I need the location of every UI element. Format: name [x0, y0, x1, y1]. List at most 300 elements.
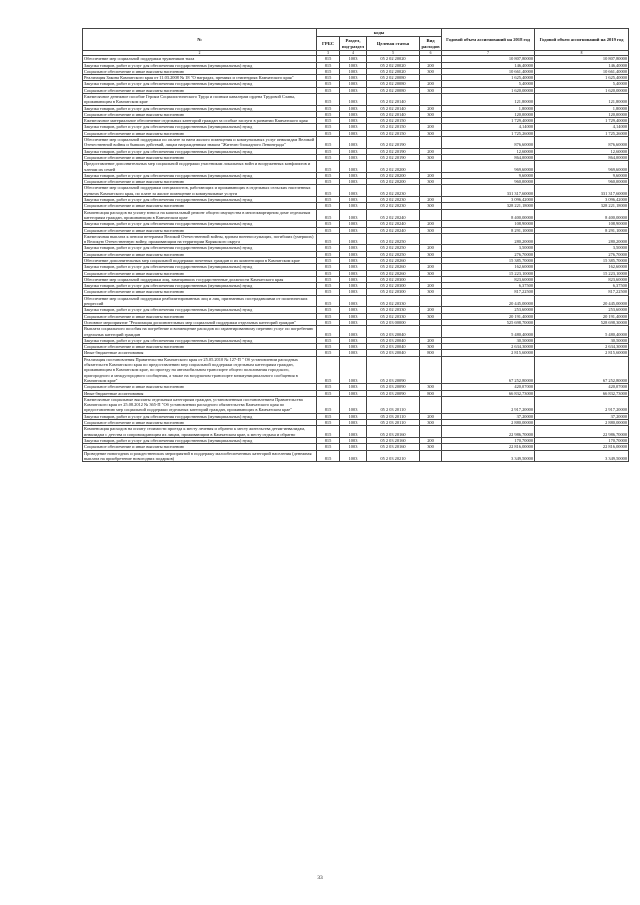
- grbs-cell: 815: [317, 270, 340, 276]
- amount-2019-cell: 280,20000: [535, 233, 629, 245]
- expense-type-cell: 200: [420, 105, 442, 111]
- expense-type-cell: [420, 326, 442, 338]
- amount-2018-cell: 969,60000: [442, 161, 535, 173]
- row-name-cell: Проведение новогодних и рождественских мероприятий в поддержку малообеспеченных категорий населения (денежная выплата на приобретение новогодних подарков): [83, 450, 317, 462]
- table-row: [83, 233, 629, 245]
- razdel-cell: 1003: [340, 276, 367, 282]
- row-name-cell: Закупка товаров, работ и услуг для обеспечения государственных (муниципальных) нужд: [83, 197, 317, 203]
- target-article-cell: 05 2 02 20230: [367, 203, 420, 209]
- header-target-article: Целевая статья: [367, 37, 420, 51]
- row-name-cell: Закупка товаров, работ и услуг для обеспечения государственных (муниципальных) нужд: [83, 413, 317, 419]
- table-row: [83, 450, 629, 462]
- razdel-cell: 1003: [340, 326, 367, 338]
- expense-type-cell: 300: [420, 68, 442, 74]
- amount-2019-cell: 876,60000: [535, 137, 629, 149]
- razdel-cell: 1003: [340, 209, 367, 221]
- amount-2019-cell: 1 620,00000: [535, 87, 629, 93]
- column-number: 4: [340, 51, 367, 56]
- budget-table-page: [82, 28, 628, 462]
- razdel-cell: 1003: [340, 68, 367, 74]
- table-row: [83, 137, 629, 149]
- grbs-cell: 815: [317, 81, 340, 87]
- table-row: [83, 295, 629, 307]
- table-row: [83, 185, 629, 197]
- target-article-cell: 05 2 02 20020: [367, 62, 420, 68]
- target-article-cell: 05 2 02 20260: [367, 264, 420, 270]
- expense-type-cell: 300: [420, 444, 442, 450]
- target-article-cell: 05 2 02 20140: [367, 105, 420, 111]
- target-article-cell: 05 2 02 20200: [367, 172, 420, 178]
- amount-2019-cell: 3,50000: [535, 245, 629, 251]
- row-name-cell: Закупка товаров, работ и услуг для обеспечения государственных (муниципальных) нужд: [83, 81, 317, 87]
- grbs-cell: 815: [317, 209, 340, 221]
- amount-2018-cell: 817,22500: [442, 289, 535, 295]
- amount-2018-cell: 331 317,60000: [442, 185, 535, 197]
- razdel-cell: 1003: [340, 203, 367, 209]
- amount-2019-cell: 960,00000: [535, 179, 629, 185]
- amount-2019-cell: 15 223,10000: [535, 270, 629, 276]
- amount-2018-cell: 67 252,80000: [442, 356, 535, 383]
- grbs-cell: 815: [317, 172, 340, 178]
- expense-type-cell: [420, 426, 442, 438]
- target-article-cell: 05 2 02 20200: [367, 161, 420, 173]
- amount-2019-cell: 276,70000: [535, 251, 629, 257]
- expense-type-cell: 300: [420, 313, 442, 319]
- razdel-cell: 1003: [340, 111, 367, 117]
- amount-2018-cell: 121,80000: [442, 93, 535, 105]
- amount-2018-cell: 2 634,30000: [442, 344, 535, 350]
- amount-2018-cell: 22 816,00000: [442, 444, 535, 450]
- razdel-cell: 1003: [340, 295, 367, 307]
- row-name-cell: Социальное обеспечение и иные выплаты населению: [83, 227, 317, 233]
- razdel-cell: 1003: [340, 283, 367, 289]
- razdel-cell: 1003: [340, 137, 367, 149]
- amount-2018-cell: 37,20000: [442, 413, 535, 419]
- grbs-cell: 815: [317, 197, 340, 203]
- razdel-cell: 1003: [340, 420, 367, 426]
- row-name-cell: Компенсация расходов на уплату взноса на капитальный ремонт общего имущества в многоквартирном доме отдельным категориям граждан, проживающим в Камчатском крае: [83, 209, 317, 221]
- expense-type-cell: 800: [420, 390, 442, 396]
- row-name-cell: Выплата социального пособия на погребение и возмещение расходов по гарантированному перечню услуг по погребению отдельных категорий граждан: [83, 326, 317, 338]
- column-number: 8: [535, 51, 629, 56]
- column-number: 5: [367, 51, 420, 56]
- expense-type-cell: 200: [420, 172, 442, 178]
- target-article-cell: 05 2 02 20200: [367, 179, 420, 185]
- target-article-cell: 05 2 03 20160: [367, 444, 420, 450]
- amount-2018-cell: 12,60000: [442, 148, 535, 154]
- expense-type-cell: [420, 396, 442, 413]
- expense-type-cell: [420, 93, 442, 105]
- expense-type-cell: 200: [420, 264, 442, 270]
- target-article-cell: 05 2 02 20020: [367, 56, 420, 62]
- amount-2018-cell: 146,40000: [442, 62, 535, 68]
- amount-2018-cell: 9,60000: [442, 172, 535, 178]
- amount-2019-cell: 3 349,50000: [535, 450, 629, 462]
- grbs-cell: 815: [317, 384, 340, 390]
- amount-2018-cell: 20 191,40000: [442, 313, 535, 319]
- amount-2019-cell: 170,70000: [535, 437, 629, 443]
- target-article-cell: 05 2 02 20250: [367, 251, 420, 257]
- header-codes: коды: [317, 29, 442, 37]
- amount-2018-cell: 2 815,60000: [442, 350, 535, 356]
- column-number: 7: [442, 51, 535, 56]
- amount-2018-cell: 3 349,50000: [442, 450, 535, 462]
- amount-2018-cell: 823,60000: [442, 276, 535, 282]
- target-article-cell: 05 2 02 20140: [367, 111, 420, 117]
- amount-2019-cell: 22 986,70000: [535, 426, 629, 438]
- row-name-cell: Закупка товаров, работ и услуг для обеспечения государственных (муниципальных) нужд: [83, 437, 317, 443]
- grbs-cell: 815: [317, 307, 340, 313]
- row-name-cell: Обеспечение мер социальной поддержки по оплате за наем жилого помещения и коммунальных услуг инвалидам Великой Отечественной войны и бывших действий, лицам награжденным знаком "Жителю блокадного Ленинграда": [83, 137, 317, 149]
- target-article-cell: 05 2 02 20150: [367, 124, 420, 130]
- amount-2019-cell: 9,60000: [535, 172, 629, 178]
- target-article-cell: 05 2 02 20230: [367, 197, 420, 203]
- razdel-cell: 1003: [340, 124, 367, 130]
- amount-2019-cell: 528 698,30000: [535, 319, 629, 325]
- amount-2018-cell: 876,60000: [442, 137, 535, 149]
- razdel-cell: 1003: [340, 450, 367, 462]
- razdel-cell: 1003: [340, 87, 367, 93]
- target-article-cell: 05 2 03 20040: [367, 337, 420, 343]
- amount-2018-cell: 864,00000: [442, 154, 535, 160]
- expense-type-cell: 200: [420, 307, 442, 313]
- amount-2018-cell: 108,90000: [442, 221, 535, 227]
- expense-type-cell: 200: [420, 148, 442, 154]
- amount-2018-cell: 170,70000: [442, 437, 535, 443]
- amount-2019-cell: 823,60000: [535, 276, 629, 282]
- expense-type-cell: 300: [420, 87, 442, 93]
- expense-type-cell: 300: [420, 344, 442, 350]
- grbs-cell: 815: [317, 437, 340, 443]
- row-name-cell: Закупка товаров, работ и услуг для обеспечения государственных (муниципальных) нужд: [83, 148, 317, 154]
- amount-2019-cell: 37,20000: [535, 413, 629, 419]
- grbs-cell: 815: [317, 450, 340, 462]
- row-name-cell: Закупка товаров, работ и услуг для обеспечения государственных (муниципальных) нужд: [83, 221, 317, 227]
- target-article-cell: 05 2 03 20090: [367, 390, 420, 396]
- razdel-cell: 1003: [340, 118, 367, 124]
- amount-2019-cell: 15 385,70000: [535, 258, 629, 264]
- grbs-cell: 815: [317, 130, 340, 136]
- header-2019: Годовой объем ассигнований на 2019 год: [535, 29, 629, 51]
- grbs-cell: 815: [317, 227, 340, 233]
- row-name-cell: Социальное обеспечение и иные выплаты населению: [83, 270, 317, 276]
- target-article-cell: 05 2 02 20150: [367, 118, 420, 124]
- expense-type-cell: 200: [420, 283, 442, 289]
- razdel-cell: 1003: [340, 437, 367, 443]
- razdel-cell: 1003: [340, 148, 367, 154]
- target-article-cell: 05 2 03 20160: [367, 437, 420, 443]
- target-article-cell: 05 2 02 20080: [367, 75, 420, 81]
- amount-2019-cell: 5,40000: [535, 81, 629, 87]
- amount-2019-cell: 22 816,00000: [535, 444, 629, 450]
- amount-2018-cell: 15 385,70000: [442, 258, 535, 264]
- table-row: [83, 93, 629, 105]
- target-article-cell: 05 2 03 20110: [367, 413, 420, 419]
- row-name-cell: Реализация Закона Камчатского края от 11.03.2008 № 18 "О наградах, премиях и стипендиях Камчатского края": [83, 75, 317, 81]
- grbs-cell: 815: [317, 289, 340, 295]
- target-article-cell: 05 2 02 20330: [367, 295, 420, 307]
- row-name-cell: Обеспечение мер социальной поддержки специалистов, работающих и проживающих в отдельных сельских населенных пунктах Камчатского края, по плате за жилое помещение и коммунальные услуги: [83, 185, 317, 197]
- grbs-cell: 815: [317, 93, 340, 105]
- expense-type-cell: 300: [420, 227, 442, 233]
- target-article-cell: 05 2 02 20020: [367, 68, 420, 74]
- razdel-cell: 1003: [340, 161, 367, 173]
- razdel-cell: 1003: [340, 350, 367, 356]
- razdel-cell: 1003: [340, 185, 367, 197]
- grbs-cell: 815: [317, 203, 340, 209]
- amount-2019-cell: 30,50000: [535, 337, 629, 343]
- target-article-cell: 05 2 02 20080: [367, 87, 420, 93]
- column-number: 3: [317, 51, 340, 56]
- amount-2018-cell: 280,20000: [442, 233, 535, 245]
- amount-2018-cell: 8 400,00000: [442, 209, 535, 221]
- amount-2019-cell: 120,00000: [535, 111, 629, 117]
- grbs-cell: 815: [317, 221, 340, 227]
- target-article-cell: 05 2 02 20250: [367, 245, 420, 251]
- expense-type-cell: 300: [420, 130, 442, 136]
- expense-type-cell: 300: [420, 270, 442, 276]
- target-article-cell: 05 2 03 20110: [367, 420, 420, 426]
- razdel-cell: 1003: [340, 396, 367, 413]
- amount-2019-cell: 108,90000: [535, 221, 629, 227]
- amount-2019-cell: 5 480,40000: [535, 326, 629, 338]
- razdel-cell: 1003: [340, 390, 367, 396]
- amount-2019-cell: 2 880,00000: [535, 420, 629, 426]
- grbs-cell: 815: [317, 161, 340, 173]
- grbs-cell: 815: [317, 396, 340, 413]
- row-name-cell: Социальное обеспечение и иные выплаты населению: [83, 420, 317, 426]
- expense-type-cell: 200: [420, 437, 442, 443]
- razdel-cell: 1003: [340, 93, 367, 105]
- target-article-cell: 05 2 03 20160: [367, 426, 420, 438]
- row-name-cell: Компенсация расходов на оплату стоимости проезда к месту лечения и обратно к месту жительства детям-инвалидам, инвалидам с детства и сопровождающим их лицам, проживающим в Камчатском крае, к месту отдыха и обратно: [83, 426, 317, 438]
- razdel-cell: 1003: [340, 245, 367, 251]
- expense-type-cell: 200: [420, 337, 442, 343]
- amount-2018-cell: 960,00000: [442, 179, 535, 185]
- amount-2019-cell: 162,60000: [535, 264, 629, 270]
- row-name-cell: Иные бюджетные ассигнования: [83, 390, 317, 396]
- row-name-cell: Ежемесячное денежное пособие Героям Социалистического Труда и полным кавалерам ордена Трудовой Славы, проживающим в Камчатском крае: [83, 93, 317, 105]
- row-name-cell: Социальное обеспечение и иные выплаты населению: [83, 384, 317, 390]
- amount-2018-cell: 22 986,70000: [442, 426, 535, 438]
- expense-type-cell: 200: [420, 413, 442, 419]
- razdel-cell: 1003: [340, 344, 367, 350]
- row-name-cell: Социальное обеспечение и иные выплаты населению: [83, 154, 317, 160]
- razdel-cell: 1003: [340, 233, 367, 245]
- target-article-cell: 05 2 02 20260: [367, 270, 420, 276]
- header-grbs: ГРБС: [317, 37, 340, 51]
- amount-2018-cell: 10 661,40000: [442, 68, 535, 74]
- razdel-cell: 1003: [340, 197, 367, 203]
- amount-2019-cell: 1 725,26000: [535, 130, 629, 136]
- grbs-cell: 815: [317, 56, 340, 62]
- amount-2019-cell: 328 221,18000: [535, 203, 629, 209]
- row-name-cell: Социальное обеспечение и иные выплаты населению: [83, 251, 317, 257]
- grbs-cell: 815: [317, 264, 340, 270]
- amount-2018-cell: 5,40000: [442, 81, 535, 87]
- grbs-cell: 815: [317, 137, 340, 149]
- amount-2018-cell: 1 625,40000: [442, 75, 535, 81]
- expense-type-cell: 200: [420, 124, 442, 130]
- grbs-cell: 815: [317, 319, 340, 325]
- amount-2018-cell: 66 832,73000: [442, 390, 535, 396]
- grbs-cell: 815: [317, 87, 340, 93]
- grbs-cell: 815: [317, 68, 340, 74]
- expense-type-cell: 800: [420, 350, 442, 356]
- amount-2019-cell: 4,14000: [535, 124, 629, 130]
- expense-type-cell: 200: [420, 62, 442, 68]
- grbs-cell: 815: [317, 154, 340, 160]
- grbs-cell: 815: [317, 75, 340, 81]
- amount-2018-cell: 8 291,10000: [442, 227, 535, 233]
- expense-type-cell: 200: [420, 221, 442, 227]
- target-article-cell: 05 2 02 20080: [367, 81, 420, 87]
- amount-2018-cell: 3 096,42000: [442, 197, 535, 203]
- target-article-cell: 05 2 02 20240: [367, 221, 420, 227]
- expense-type-cell: 300: [420, 111, 442, 117]
- amount-2019-cell: 969,60000: [535, 161, 629, 173]
- amount-2019-cell: 253,60000: [535, 307, 629, 313]
- row-name-cell: Иные бюджетные ассигнования: [83, 350, 317, 356]
- target-article-cell: 05 2 02 20300: [367, 289, 420, 295]
- row-name-cell: Социальное обеспечение и иные выплаты населению: [83, 313, 317, 319]
- razdel-cell: 1003: [340, 264, 367, 270]
- target-article-cell: 05 2 02 20330: [367, 307, 420, 313]
- row-name-cell: Обеспечение мер социальной поддержки реабилитированных лиц и лиц, признанных пострадавшими от политических репрессий: [83, 295, 317, 307]
- target-article-cell: 05 2 03 20040: [367, 326, 420, 338]
- expense-type-cell: 300: [420, 289, 442, 295]
- razdel-cell: 1003: [340, 251, 367, 257]
- amount-2018-cell: 2 880,00000: [442, 420, 535, 426]
- razdel-cell: 1003: [340, 172, 367, 178]
- grbs-cell: 815: [317, 111, 340, 117]
- grbs-cell: 815: [317, 276, 340, 282]
- table-row: [83, 426, 629, 438]
- amount-2018-cell: 162,60000: [442, 264, 535, 270]
- row-name-cell: Закупка товаров, работ и услуг для обеспечения государственных (муниципальных) нужд: [83, 105, 317, 111]
- row-name-cell: Ежемесячная выплата к пенсии ветеранам Великой Отечественной войны, вдовам военнослужащих, погибших (умерших) в Великую Отечественную войну, проживающим на территории Корякского округа: [83, 233, 317, 245]
- amount-2019-cell: 8 291,10000: [535, 227, 629, 233]
- row-name-cell: Закупка товаров, работ и услуг для обеспечения государственных (муниципальных) нужд: [83, 337, 317, 343]
- target-article-cell: 05 2 02 20240: [367, 227, 420, 233]
- row-name-cell: Ежемесячное материальное обеспечение отдельных категорий граждан за особые заслуги в развитии Камчатского края: [83, 118, 317, 124]
- expense-type-cell: [420, 233, 442, 245]
- expense-type-cell: [420, 450, 442, 462]
- budget-table: [82, 28, 629, 462]
- razdel-cell: 1003: [340, 258, 367, 264]
- grbs-cell: 815: [317, 62, 340, 68]
- target-article-cell: 05 2 02 20260: [367, 258, 420, 264]
- table-row: [83, 326, 629, 338]
- amount-2019-cell: 20 191,40000: [535, 313, 629, 319]
- amount-2019-cell: 817,22500: [535, 289, 629, 295]
- expense-type-cell: [420, 356, 442, 383]
- row-name-cell: Социальное обеспечение и иные выплаты населению: [83, 68, 317, 74]
- grbs-cell: 815: [317, 124, 340, 130]
- grbs-cell: 815: [317, 185, 340, 197]
- amount-2018-cell: 30,50000: [442, 337, 535, 343]
- amount-2019-cell: 10 807,80000: [535, 56, 629, 62]
- razdel-cell: 1003: [340, 221, 367, 227]
- amount-2018-cell: 10 807,80000: [442, 56, 535, 62]
- expense-type-cell: 300: [420, 251, 442, 257]
- expense-type-cell: 200: [420, 197, 442, 203]
- grbs-cell: 815: [317, 295, 340, 307]
- grbs-cell: 815: [317, 413, 340, 419]
- header-number: №: [83, 29, 317, 51]
- expense-type-cell: 300: [420, 384, 442, 390]
- grbs-cell: 815: [317, 444, 340, 450]
- expense-type-cell: 300: [420, 179, 442, 185]
- target-article-cell: 05 2 02 20240: [367, 209, 420, 221]
- table-row: [83, 209, 629, 221]
- row-name-cell: Ежемесячные социальные выплаты отдельным категориям граждан, установленным постановлением Правительства Камчатского края от 25.08.2012 № 365-П "Об установлении расходного обязательства Камчатского края по предоставлению мер социальной поддержки отдельных категорий граждан, проживающих в Камчатском крае": [83, 396, 317, 413]
- razdel-cell: 1003: [340, 270, 367, 276]
- amount-2019-cell: 8 400,00000: [535, 209, 629, 221]
- amount-2018-cell: 1 725,26000: [442, 130, 535, 136]
- target-article-cell: 05 2 03 20040: [367, 350, 420, 356]
- target-article-cell: 05 2 03 20090: [367, 356, 420, 383]
- amount-2018-cell: 253,60000: [442, 307, 535, 313]
- razdel-cell: 1003: [340, 289, 367, 295]
- expense-type-cell: [420, 295, 442, 307]
- razdel-cell: 1003: [340, 413, 367, 419]
- target-article-cell: 05 2 03 20040: [367, 344, 420, 350]
- amount-2019-cell: 66 832,73000: [535, 390, 629, 396]
- razdel-cell: 1003: [340, 154, 367, 160]
- razdel-cell: 1003: [340, 384, 367, 390]
- razdel-cell: 1003: [340, 130, 367, 136]
- grbs-cell: 815: [317, 356, 340, 383]
- row-name-cell: Закупка товаров, работ и услуг для обеспечения государственных (муниципальных) нужд: [83, 307, 317, 313]
- expense-type-cell: 300: [420, 203, 442, 209]
- amount-2019-cell: 3 096,42000: [535, 197, 629, 203]
- row-name-cell: Социальное обеспечение и иные выплаты населению: [83, 130, 317, 136]
- amount-2018-cell: 4,14000: [442, 124, 535, 130]
- amount-2019-cell: 12,60000: [535, 148, 629, 154]
- target-article-cell: 05 2 02 20250: [367, 233, 420, 245]
- grbs-cell: 815: [317, 326, 340, 338]
- amount-2019-cell: 1 625,40000: [535, 75, 629, 81]
- target-article-cell: 05 2 02 20140: [367, 93, 420, 105]
- amount-2018-cell: 5 480,40000: [442, 326, 535, 338]
- expense-type-cell: 200: [420, 81, 442, 87]
- amount-2019-cell: 2 815,60000: [535, 350, 629, 356]
- expense-type-cell: [420, 161, 442, 173]
- header-razdel: Раздел, под-раздел: [340, 37, 367, 51]
- row-name-cell: Закупка товаров, работ и услуг для обеспечения государственных (муниципальных) нужд: [83, 172, 317, 178]
- grbs-cell: 815: [317, 179, 340, 185]
- amount-2019-cell: 2 634,30000: [535, 344, 629, 350]
- grbs-cell: 815: [317, 251, 340, 257]
- row-name-cell: Социальное обеспечение и иные выплаты населению: [83, 179, 317, 185]
- amount-2018-cell: 1 620,00000: [442, 87, 535, 93]
- razdel-cell: 1003: [340, 313, 367, 319]
- razdel-cell: 1003: [340, 62, 367, 68]
- expense-type-cell: 300: [420, 420, 442, 426]
- row-name-cell: Закупка товаров, работ и услуг для обеспечения государственных (муниципальных) нужд: [83, 124, 317, 130]
- row-name-cell: Социальное обеспечение и иные выплаты населению: [83, 344, 317, 350]
- target-article-cell: 05 2 03 00000: [367, 319, 420, 325]
- row-name-cell: Основное мероприятие "Реализация дополнительных мер социальной поддержки отдельных категорий граждан": [83, 319, 317, 325]
- razdel-cell: 1003: [340, 307, 367, 313]
- grbs-cell: 815: [317, 426, 340, 438]
- grbs-cell: 815: [317, 283, 340, 289]
- razdel-cell: 1003: [340, 356, 367, 383]
- row-name-cell: Социальное обеспечение и иные выплаты населению: [83, 203, 317, 209]
- row-name-cell: Социальное обеспечение и иные выплаты населению: [83, 289, 317, 295]
- grbs-cell: 815: [317, 148, 340, 154]
